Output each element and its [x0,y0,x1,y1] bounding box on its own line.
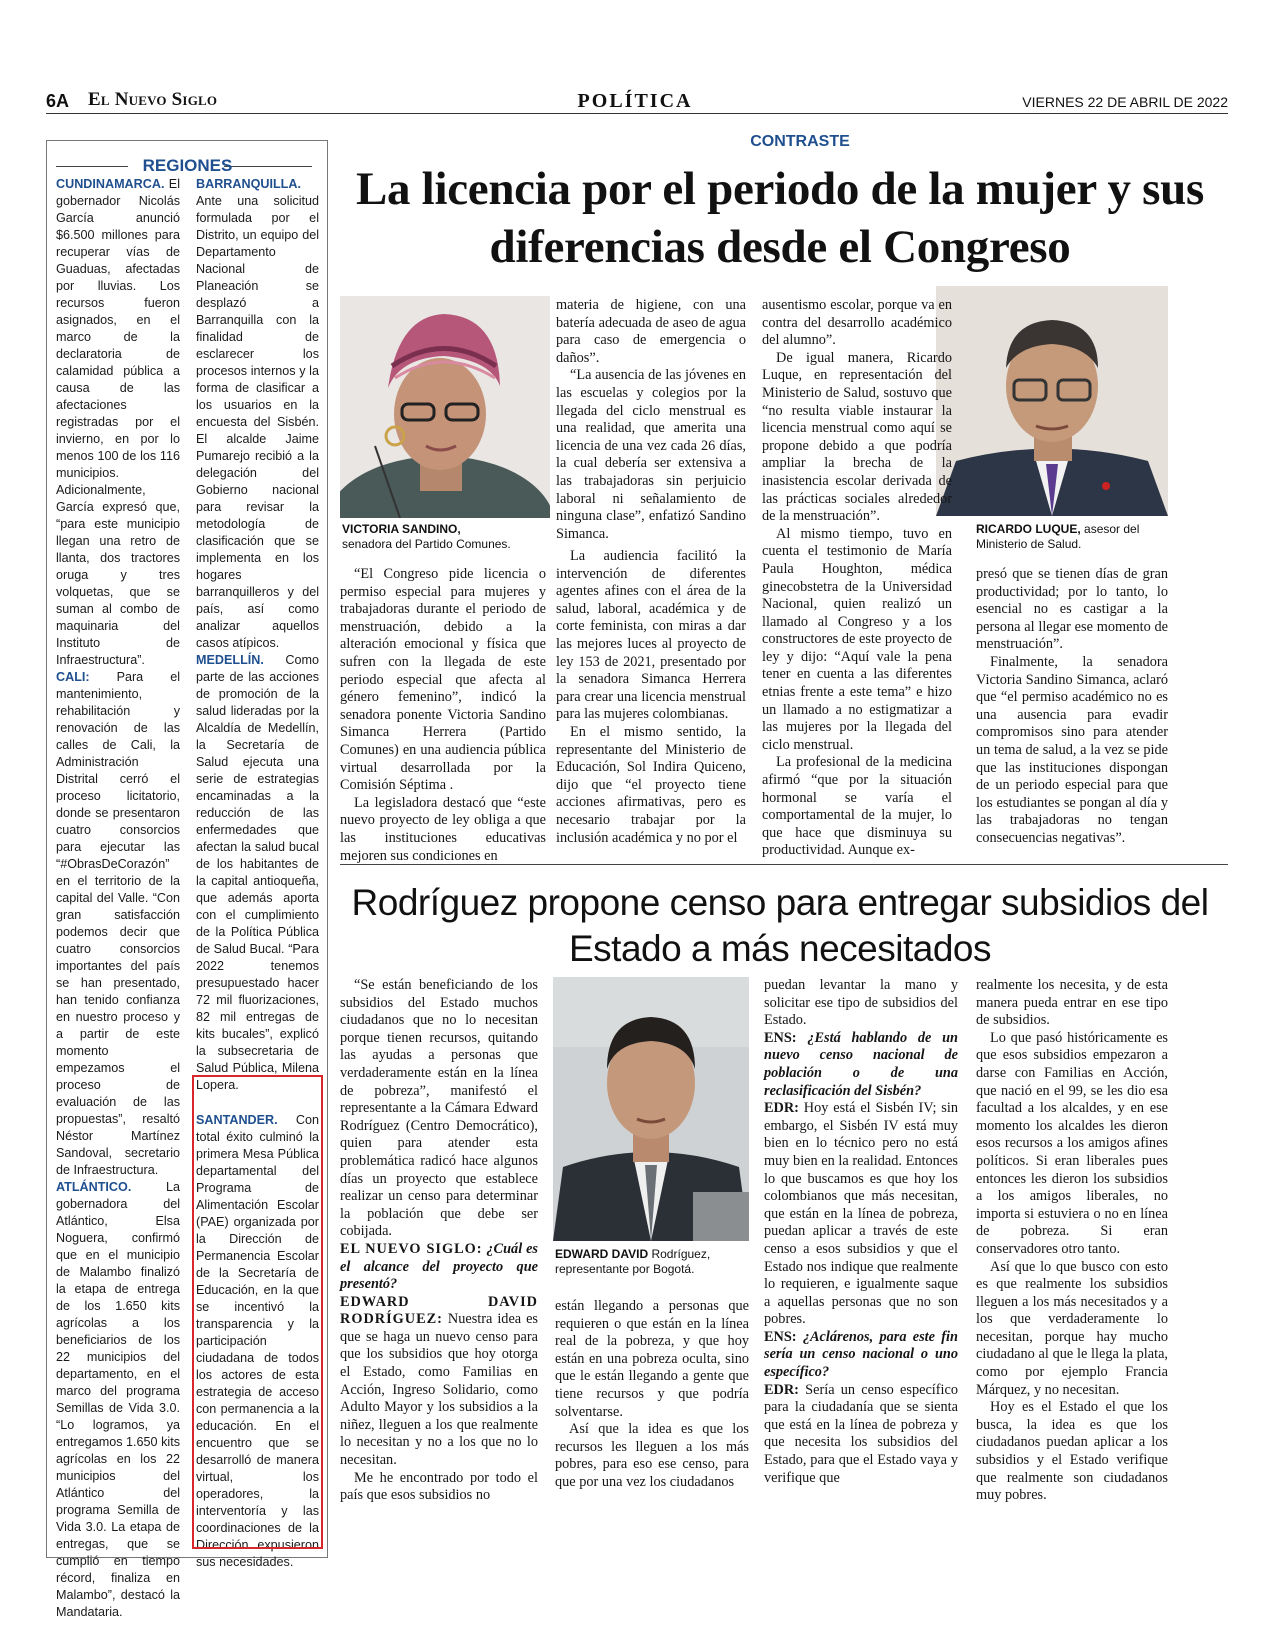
caption-ricardo: RICARDO LUQUE, asesor del Ministerio de Salud. [976,522,1140,551]
article2-column-1: “Se están beneficiando de los subsidios del Estado muchos ciudadanos que no lo necesitan porque tienen recursos, quitando las ayudas a personas que verdaderamente están en la línea de pobreza”, manifestó el representante a la Cámara Edward Rodríguez (Centro Democrático), quien para atender esta problemática radicó hace algunos días un proyecto que establece realizar un censo para determinar la población que debe ser cobijada. EL NUEVO SIGLO: ¿Cuál es el alcance del proyecto que presentó? EDWARD DAVID RODRÍGUEZ: Nuestra idea es que se haga un nuevo censo para que los subsidios que hoy otorga el Estado, como Familias en Acción, Ingreso Solidario, como Adulto Mayor y los subsidios a la niñez, lleguen a los que realmente lo necesitan y no a los que no lo necesitan. Me he encontrado por todo el país que esos subsidios no [340,977,538,1504]
region-item: MEDELLÍN. Como parte de las acciones de promoción de la salud lideradas por la Alcaldía de Medellín, la Secretaría de Salud ejecuta una serie de estrategias encaminadas a la reducción de las enfermedades que afectan la salud bucal de los habitantes de la capital antioqueña, que además aporta con el cumplimiento de la Política Pública de Salud Bucal. “Para 2022 tenemos presupuestado hacer 72 mil fluorizaciones, 82 mil entregas de kits bucales”, explicó la subsecretaria de Salud Pública, Milena Lopera. [196,653,319,1092]
newspaper-name: El Nuevo Siglo [88,89,218,110]
article1-column-1: “El Congreso pide licencia o permiso especial para mujeres y trabajadoras durante el periodo de menstruación, debido a la alteración emocional y física que sufren con la llegada de este periodo especial que afecta al género femenino”, indicó la senadora ponente Victoria Sandino Simanca Herrera (Partido Comunes) en una audiencia pública virtual desarrollada por la Comisión Séptima . La legisladora destacó que “este nuevo proyecto de ley obliga a que las instituciones educativas mejoren sus condiciones en [340,566,546,864]
photo-ricardo-luque [936,286,1168,516]
article2-headline: Rodríguez propone censo para entregar subsidios del Estado a más necesitados [351,882,1209,969]
caption-victoria: VICTORIA SANDINO, senadora del Partido Comunes. [342,522,511,551]
photo-edward-rodriguez [553,977,749,1241]
sidebar-left-column [56,176,180,1621]
header-rule [46,113,1228,114]
caption-edward: EDWARD DAVID Rodríguez, representante por Bogotá. [555,1247,711,1276]
article-headline: La licencia por el periodo de la mujer y sus diferencias desde el Congreso [355,163,1205,273]
article1-column-2a: materia de higiene, con una batería adecuada de aseo de agua para caso de emergencia o daños”. “La ausencia de las jóvenes en las escuelas y colegios por la llegada del ciclo menstrual es una realidad, que amerita una licencia de una vez cada 26 días, la cual debería ser extensiva a las trabajadoras sin perjuicio laboral ni señalamiento de ninguna clase”, enfatizó Sandino Simanca. [556,297,746,542]
region-item: BARRANQUILLA. Ante una solicitud formulada por el Distrito, un equipo del Departamento Nacional de Planeación se desplazó a Barranquilla con la finalidad de esclarecer los procesos internos y la forma de clasificar a los usuarios en la encuesta del Sisbén. El alcalde Jaime Pumarejo recibió a la delegación del Gobierno nacional para revisar la metodología de clasificación que se implementa en los hogares barranquilleros y del país, así como analizar aquellos casos atípicos. [196,177,319,650]
region-item: CUNDINAMARCA. El gobernador Nicolás García anunció $6.500 millones para recuperar vías de Guaduas, afectadas por lluvias. Los recursos fueron asignados, en el marco de la declaratoria de calamidad pública a causa de las afectaciones registradas por el invierno, en por lo menos 100 de los 116 municipios. Adicionalmente, García expresó que, “para este municipio llegan una retro de llanta, dos tractores oruga y tres volquetas, que se suman al combo de maquinaria del Instituto de Infraestructura”. [56,177,180,667]
article2-column-2: están llegando a personas que requieren o que están en la línea real de la pobreza, y que hoy están en una pobreza oculta, sino que le están llegando a gente que tiene recursos y que podría solventarse. Así que la idea es que los recursos les lleguen a los más pobres, para eso ese censo, para que por una vez los ciudadanos [555,1298,749,1490]
region-item: ATLÁNTICO. La gobernadora del Atlántico, Elsa Noguera, confirmó que en el municipio de Malambo finalizó la etapa de entrega de los 1.650 kits agrícolas a los beneficiarios de los 22 municipios del departamento, en el marco del programa Semillas de Vida 3.0. “Lo logramos, ya entregamos 1.650 kits agrícolas en los 22 municipios del Atlántico del programa Semilla de Vida 3.0. La etapa de entregas, que se cumplió en tiempo récord, finaliza en Malambo”, destacó la Mandataria. [56,1180,180,1619]
article-kicker: CONTRASTE [750,133,850,150]
photo-victoria-sandino [340,296,550,518]
article2-column-3: puedan levantar la mano y solicitar ese tipo de subsidios del Estado. ENS: ¿Está hablando de un nuevo censo nacional de población o de una reclasificación del Sisbén? EDR: Hoy está el Sisbén IV; sin embargo, el Sisbén IV está muy bien en lo técnico pero no está muy bien en la realidad. Entonces lo que buscamos es que hoy los colombianos que más necesitan, que están en la línea de pobreza, puedan aplicar a través de este censo a esos subsidios y que el Estado nos indique que realmente lo requieren, e igualmente saque a aquellas personas que no son pobres. ENS: ¿Aclárenos, para este fin sería un censo nacional o uno específico? EDR: Sería un censo específico para la ciudadanía que se sienta que está en la línea de pobreza y que necesita los subsidios del Estado, para que el Estado vaya y verifique que [764,977,958,1486]
section-title: POLÍTICA [577,90,693,112]
article1-column-4: presó que se tienen días de gran productividad; por lo tanto, lo esencial no es castigar a la persona al llegar ese momento de menstruación”. Finalmente, la senadora Victoria Sandino Simanca, aclaró que “el permiso académico no es una ausencia para evadir compromisos sino para atender un tema de salud, a la vez se pide que las instituciones dispongan de un periodo especial para que los estudiantes se pongan al día y las trabajadoras no tengan consecuencias negativas”. [976,566,1168,846]
region-item: SANTANDER. Con total éxito culminó la primera Mesa Pública departamental del Programa de Alimentación Escolar (PAE) organizada por la Dirección de Permanencia Escolar de la Secretaría de Educación, en la que se incentivó la transparencia y la participación ciudadana de todos los actores de esta estrategia de acceso con permanencia a la educación. En el encuentro que se desarrolló de manera virtual, los operadores, la interventoría y las coordinaciones de la Dirección expusieron sus necesidades. [196,1113,319,1569]
article-divider [340,864,1228,865]
issue-date: VIERNES 22 DE ABRIL DE 2022 [1022,94,1228,110]
article2-column-4: realmente los necesita, y de esta manera pueda entrar en ese tipo de subsidios. Lo que pasó históricamente es que esos subsidios empezaron a darse con Familias en Acción, que nació en el 99, se les dio esa facultad a los alcaldes, y en ese momento los alcaldes les dieron esos recursos a los amigos afines políticos. Si eran liberales pues entonces les dieron los subsidios a los amigos liberales, no importa si estuviera o no en línea de pobreza. Si eran conservadores otro tanto. Así que lo que busco con esto es que realmente los subsidios lleguen a los más necesitados y a los que verdaderamente lo necesitan, porque hay mucho ciudadano al que le llega la plata, como por ejemplo Francia Márquez, y no necesitan. Hoy es el Estado el que los busca, la idea es que los ciudadanos puedan aplicar a los subsidios y el Estado verifique que realmente son ciudadanos muy pobres. [976,977,1168,1504]
article1-column-2b: La audiencia facilitó la intervención de diferentes agentes afines con el área de la salud, laboral, académica y de corte feminista, con miras a dar las mejores luces al proyecto de ley 153 de 2021, presentado por la senadora Simanca Herrera para crear una licencia menstrual para las mujeres colombianas. En el mismo sentido, la representante del Ministerio de Educación, Sol Indira Quiceno, dijo que “el proyecto tiene acciones afirmativas, pero es necesario trabajar por la inclusión académica y no por el [556,548,746,846]
article1-column-3: ausentismo escolar, porque va en contra del desarrollo académico del alumno”. De igual manera, Ricardo Luque, en representación del Ministerio de Salud, sostuvo que “no resulta viable instaurar la licencia menstrual como aquí se propone debido a que podría ampliar la brecha de la inasistencia escolar derivada de las prácticas sociales alrededor de la menstruación”. Al mismo tiempo, tuvo en cuenta el testimonio de María Paula Houghton, médica ginecobstetra de la Universidad Nacional, quien realizó un llamado al Congreso y a los constructores de este proyecto de ley y dijo: “Aquí vale la pena tener en cuenta a las diferentes etnias frente a este tema” e hizo un llamado a no estigmatizar a las mujeres por la llegada del ciclo menstrual. La profesional de la medicina afirmó “que por la situación hormonal se varía el comportamental de la mujer, lo que hace que disminuya su productividad. Aunque ex- [762,297,952,859]
highlight-box [192,1075,323,1549]
region-item: CALI: Para el mantenimiento, rehabilitación y renovación de las calles de Cali, la Administración Distrital cerró el proceso licitatorio, donde se presentaron cuatro consorcios para ejecutar las “#ObrasDeCorazón” en el territorio de la capital del Valle. “Con gran satisfacción podemos decir que cuatro consorcios importantes del país se han presentado, han tenido confianza en nuestro proceso y a partir de este momento empezamos el proceso de evaluación de las propuestas”, resaltó Néstor Martínez Sandoval, secretario de Infraestructura. [56,670,180,1177]
sidebar-title: REGIONES [142,156,233,175]
page-number: 6A [46,91,70,111]
